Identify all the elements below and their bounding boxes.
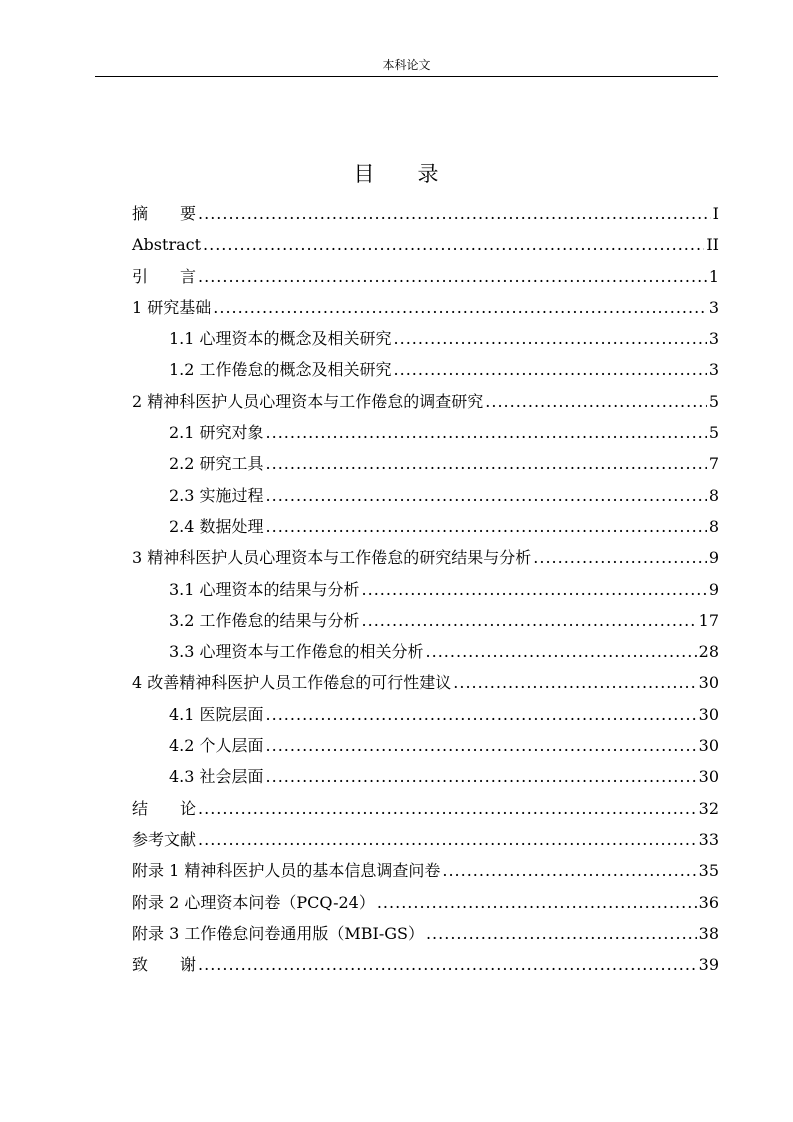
toc-entry-page: 30 <box>698 767 719 787</box>
toc-entry-label: 致 谢 <box>132 955 197 975</box>
toc-entry-label: 3.3 心理资本与工作倦怠的相关分析 <box>169 642 424 662</box>
toc-entry-page: II <box>706 235 719 255</box>
toc-leader-dots <box>266 699 697 730</box>
toc-entry-label: 2.1 研究对象 <box>169 423 264 443</box>
toc-entry-page: 3 <box>708 297 719 317</box>
toc-entry-page: 1 <box>708 266 719 286</box>
toc-entry-label: 2.3 实施过程 <box>169 485 264 505</box>
toc-leader-dots <box>426 918 697 949</box>
toc-entry[interactable] <box>132 761 719 792</box>
toc-entry-page: 7 <box>708 454 719 474</box>
toc-entry-page: 39 <box>698 955 719 975</box>
toc-entry-page: 9 <box>708 548 719 568</box>
toc-entry-page: 17 <box>698 610 719 630</box>
toc-leader-dots <box>198 198 711 229</box>
toc-entry-page: 30 <box>698 704 719 724</box>
toc-entry-label: 2.2 研究工具 <box>169 454 264 474</box>
toc-leader-dots <box>394 354 707 385</box>
toc-entry-label: 3 精神科医护人员心理资本与工作倦怠的研究结果与分析 <box>132 548 532 568</box>
toc-entry-page: 5 <box>708 423 719 443</box>
toc-leader-dots <box>533 542 707 573</box>
toc-leader-dots <box>198 824 697 855</box>
toc-entry[interactable] <box>132 855 719 886</box>
toc-entry[interactable] <box>132 574 719 605</box>
toc-title-right: 录 <box>417 162 440 186</box>
toc-entry-label: 3.2 工作倦怠的结果与分析 <box>169 610 360 630</box>
toc-entry[interactable] <box>132 354 719 385</box>
toc-entry[interactable] <box>132 448 719 479</box>
toc-entry-label: 附录 1 精神科医护人员的基本信息调查问卷 <box>132 861 441 881</box>
toc-entry-page: 3 <box>708 329 719 349</box>
toc-entry-label: 2.4 数据处理 <box>169 516 264 536</box>
toc-entry[interactable] <box>132 918 719 949</box>
toc-leader-dots <box>442 855 696 886</box>
table-of-contents <box>132 198 719 980</box>
toc-entry-label: 结 论 <box>132 798 197 818</box>
toc-entry-label: 1.1 心理资本的概念及相关研究 <box>169 329 392 349</box>
toc-entry-label: 1.2 工作倦怠的概念及相关研究 <box>169 360 392 380</box>
toc-entry-label: 1 研究基础 <box>132 297 212 317</box>
toc-entry[interactable] <box>132 824 719 855</box>
toc-entry[interactable] <box>132 261 719 292</box>
toc-leader-dots <box>266 448 707 479</box>
toc-leader-dots <box>394 323 707 354</box>
toc-leader-dots <box>266 417 707 448</box>
toc-entry-label: 附录 3 工作倦怠问卷通用版（MBI-GS） <box>132 923 424 943</box>
toc-entry[interactable] <box>132 793 719 824</box>
toc-entry-page: I <box>712 204 719 223</box>
toc-entry-label: 3.1 心理资本的结果与分析 <box>169 579 360 599</box>
toc-entry[interactable] <box>132 636 719 667</box>
toc-entry[interactable] <box>132 386 719 417</box>
toc-leader-dots <box>198 793 697 824</box>
toc-entry[interactable] <box>132 511 719 542</box>
toc-title-left: 目 <box>353 162 376 186</box>
toc-entry-label: 附录 2 心理资本问卷（PCQ-24） <box>132 892 375 912</box>
toc-entry[interactable] <box>132 229 719 260</box>
toc-leader-dots <box>198 261 707 292</box>
toc-entry-page: 9 <box>708 579 719 599</box>
header-rule <box>95 76 718 77</box>
toc-entry[interactable] <box>132 323 719 354</box>
toc-entry-page: 32 <box>698 798 719 818</box>
toc-entry-label: 4.2 个人层面 <box>169 736 264 756</box>
toc-entry[interactable] <box>132 542 719 573</box>
toc-entry[interactable] <box>132 699 719 730</box>
toc-entry[interactable] <box>132 887 719 918</box>
toc-leader-dots <box>362 574 707 605</box>
toc-entry[interactable] <box>132 605 719 636</box>
toc-leader-dots <box>426 636 697 667</box>
toc-title <box>0 158 793 188</box>
toc-leader-dots <box>198 949 697 980</box>
toc-entry-page: 30 <box>698 736 719 756</box>
toc-entry-page: 33 <box>698 829 719 849</box>
toc-leader-dots <box>203 229 704 260</box>
running-header: 本科论文 <box>382 58 431 72</box>
toc-leader-dots <box>362 605 697 636</box>
toc-entry[interactable] <box>132 292 719 323</box>
toc-leader-dots <box>266 480 707 511</box>
toc-entry-label: 引 言 <box>132 266 197 286</box>
toc-leader-dots <box>485 386 707 417</box>
toc-entry-label: 4 改善精神科医护人员工作倦怠的可行性建议 <box>132 673 452 693</box>
toc-entry-page: 3 <box>708 360 719 380</box>
toc-entry-page: 28 <box>698 642 719 662</box>
toc-entry[interactable] <box>132 480 719 511</box>
toc-entry-page: 35 <box>698 861 719 881</box>
toc-leader-dots <box>266 730 697 761</box>
toc-entry-page: 5 <box>708 391 719 411</box>
toc-leader-dots <box>266 511 707 542</box>
toc-entry-page: 8 <box>708 516 719 536</box>
toc-leader-dots <box>266 761 697 792</box>
toc-entry-page: 36 <box>698 892 719 912</box>
toc-entry[interactable] <box>132 417 719 448</box>
toc-entry-page: 30 <box>698 673 719 693</box>
toc-entry[interactable] <box>132 730 719 761</box>
toc-entry-label: Abstract <box>132 235 202 255</box>
toc-entry-label: 参考文献 <box>132 829 197 849</box>
toc-entry-label: 摘 要 <box>132 204 197 223</box>
toc-entry-page: 8 <box>708 485 719 505</box>
toc-entry[interactable] <box>132 198 719 229</box>
toc-entry-label: 4.1 医院层面 <box>169 704 264 724</box>
toc-entry-label: 2 精神科医护人员心理资本与工作倦怠的调查研究 <box>132 391 484 411</box>
toc-entry[interactable] <box>132 667 719 698</box>
toc-entry-label: 4.3 社会层面 <box>169 767 264 787</box>
toc-entry[interactable] <box>132 949 719 980</box>
toc-entry-page: 38 <box>698 923 719 943</box>
toc-leader-dots <box>377 887 697 918</box>
toc-leader-dots <box>213 292 707 323</box>
toc-leader-dots <box>453 667 696 698</box>
